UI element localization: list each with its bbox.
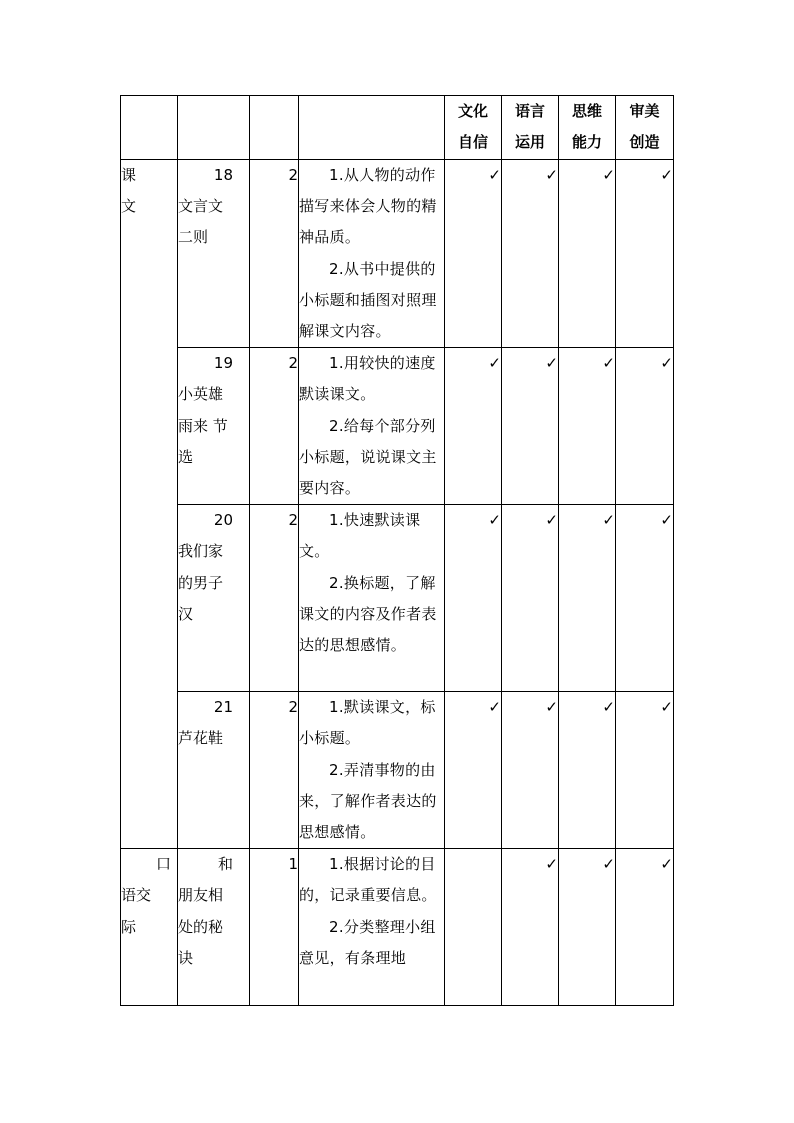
checkmark-icon: ✓ xyxy=(502,505,559,692)
lesson-hours: 2 xyxy=(250,348,299,505)
lesson-title-line: 文言文 xyxy=(178,197,224,216)
checkmark-icon: ✓ xyxy=(559,160,616,348)
checkmark-icon: ✓ xyxy=(559,692,616,849)
lesson-number: 和 xyxy=(217,855,233,874)
checkmark-icon: ✓ xyxy=(445,692,502,849)
lesson-title-line: 雨来 节 xyxy=(178,416,228,435)
lesson-goal: 1.默读课文，标小标题。 xyxy=(299,698,436,748)
lesson-goal: 1.用较快的速度默读课文。 xyxy=(299,354,436,404)
checkmark-icon: ✓ xyxy=(502,348,559,505)
lesson-hours: 2 xyxy=(250,160,299,348)
lesson-number: 20 xyxy=(213,511,233,530)
checkmark-icon: ✓ xyxy=(616,849,674,1006)
lesson-goal: 2.从书中提供的小标题和插图对照理解课文内容。 xyxy=(299,259,437,341)
lesson-title-line: 选 xyxy=(178,447,194,466)
header-cell-empty xyxy=(250,96,299,160)
checkmark-icon: ✓ xyxy=(502,160,559,348)
lesson-goal: 2.换标题，了解课文的内容及作者表达的思想感情。 xyxy=(299,573,437,655)
checkmark-icon: ✓ xyxy=(616,505,674,692)
checkmark-icon: ✓ xyxy=(445,160,502,348)
lesson-hours: 1 xyxy=(250,849,299,1006)
lesson-title-line: 朋友相 xyxy=(178,886,224,905)
header-line: 思维 xyxy=(571,102,602,120)
lesson-goal: 2.分类整理小组意见，有条理地 xyxy=(299,917,436,967)
section-line: 课 xyxy=(121,166,137,184)
header-line: 创造 xyxy=(629,133,660,152)
section-line: 语交 xyxy=(121,886,152,905)
lesson-title-line: 我们家 xyxy=(178,542,224,561)
lesson-title-cell xyxy=(178,160,250,348)
lesson-title-cell xyxy=(178,505,250,692)
checkmark-icon: ✓ xyxy=(616,348,674,505)
section-line: 口 xyxy=(155,855,171,874)
checkmark-icon: ✓ xyxy=(616,160,674,348)
lesson-title-cell xyxy=(178,692,250,849)
header-cell-empty xyxy=(299,96,445,160)
lesson-goals-cell xyxy=(299,505,445,692)
header-line: 审美 xyxy=(629,102,660,120)
checkmark-icon: ✓ xyxy=(502,692,559,849)
section-line: 际 xyxy=(121,917,137,936)
lesson-title-line: 诀 xyxy=(178,948,194,967)
course-plan-table xyxy=(120,95,674,1006)
header-line: 文化 xyxy=(457,102,488,120)
lesson-title-line: 二则 xyxy=(178,228,209,247)
lesson-goal: 1.从人物的动作描写来体会人物的精神品质。 xyxy=(299,166,437,247)
table-row xyxy=(121,348,674,505)
checkmark-icon: ✓ xyxy=(559,348,616,505)
lesson-title-line: 小英雄 xyxy=(178,385,224,404)
header-cell-empty xyxy=(121,96,178,160)
header-aesthetic-creation xyxy=(616,96,674,160)
lesson-goals-cell xyxy=(299,849,445,1006)
header-line: 语言 xyxy=(514,102,545,120)
table-row xyxy=(121,160,674,348)
lesson-title-line: 的男子 xyxy=(178,573,224,592)
lesson-hours: 2 xyxy=(250,505,299,692)
lesson-goals-cell xyxy=(299,692,445,849)
lesson-goal: 2.弄清事物的由来，了解作者表达的思想感情。 xyxy=(299,760,437,842)
lesson-number: 18 xyxy=(213,166,233,184)
checkmark-icon: ✓ xyxy=(559,505,616,692)
section-label-kewen xyxy=(121,160,178,849)
lesson-number: 19 xyxy=(213,354,233,373)
header-row xyxy=(121,96,674,160)
checkmark-icon: ✓ xyxy=(502,849,559,1006)
lesson-title-line: 芦花鞋 xyxy=(178,729,224,748)
lesson-goal: 1.快速默读课文。 xyxy=(299,511,421,561)
lesson-title-line: 汉 xyxy=(178,604,194,623)
section-line: 文 xyxy=(121,197,137,216)
lesson-number: 21 xyxy=(213,698,233,717)
lesson-title-cell xyxy=(178,348,250,505)
header-language-use xyxy=(502,96,559,160)
lesson-goals-cell xyxy=(299,160,445,348)
lesson-goal: 1.根据讨论的目的，记录重要信息。 xyxy=(299,855,437,905)
lesson-hours: 2 xyxy=(250,692,299,849)
lesson-goals-cell xyxy=(299,348,445,505)
header-line: 能力 xyxy=(571,133,602,152)
lesson-title-cell xyxy=(178,849,250,1006)
lesson-title-line: 处的秘 xyxy=(178,917,224,936)
checkmark-icon: ✓ xyxy=(445,348,502,505)
table-row xyxy=(121,849,674,1006)
table-row xyxy=(121,505,674,692)
section-label-kouyujiaoji xyxy=(121,849,178,1006)
empty-check-cell xyxy=(445,849,502,1006)
table-row xyxy=(121,692,674,849)
checkmark-icon: ✓ xyxy=(616,692,674,849)
header-line: 运用 xyxy=(514,133,545,152)
header-cultural-confidence xyxy=(445,96,502,160)
header-thinking-ability xyxy=(559,96,616,160)
header-line: 自信 xyxy=(457,133,488,152)
header-cell-empty xyxy=(178,96,250,160)
checkmark-icon: ✓ xyxy=(445,505,502,692)
lesson-goal: 2.给每个部分列小标题，说说课文主要内容。 xyxy=(299,416,437,498)
checkmark-icon: ✓ xyxy=(559,849,616,1006)
